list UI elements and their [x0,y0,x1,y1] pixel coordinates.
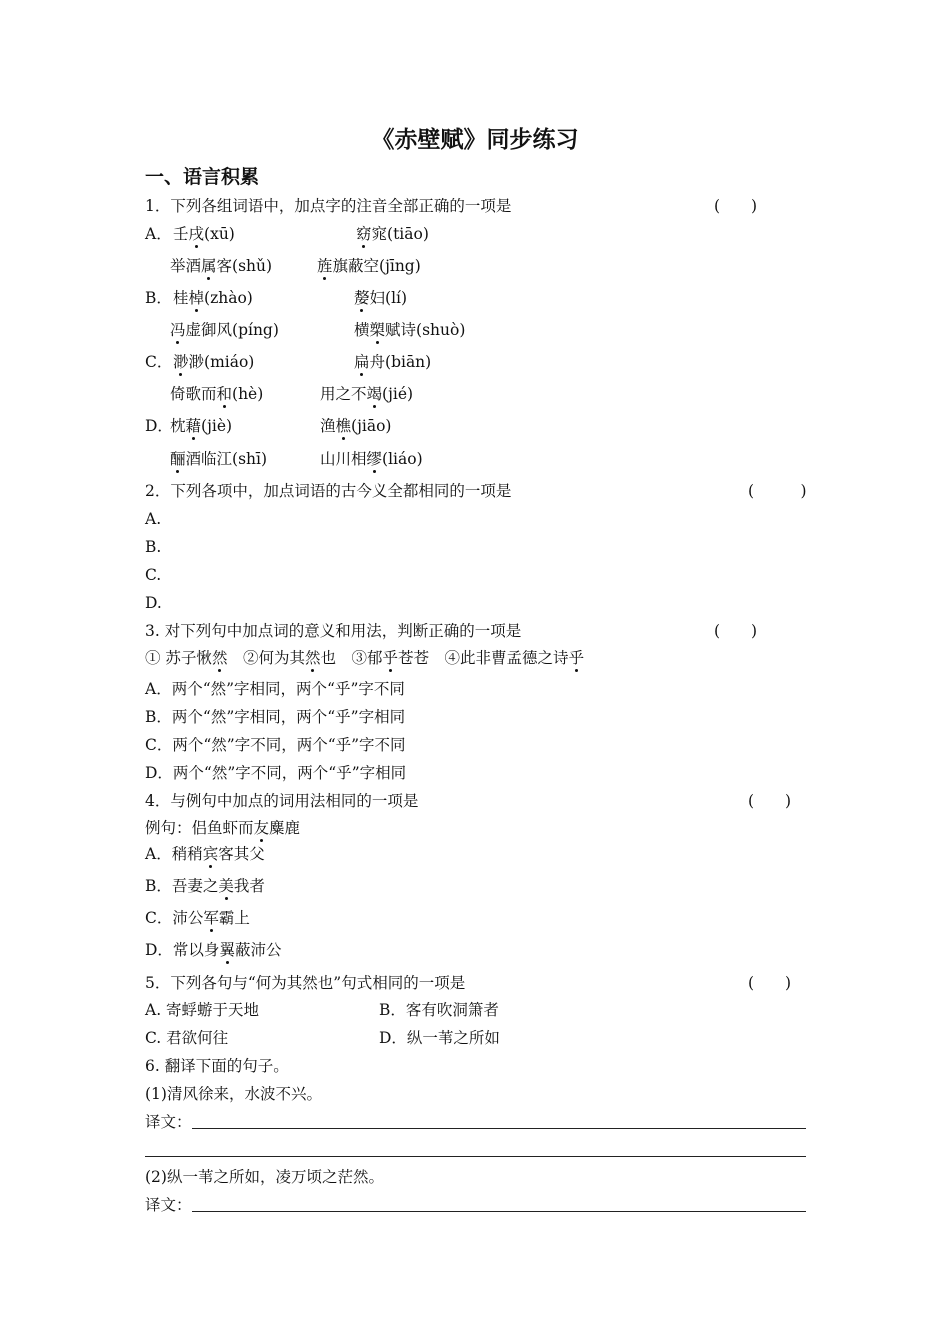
q2-option-b: B. [145,538,162,556]
q1-option-a-item1: 壬戌(xū) [173,225,235,243]
q4-answer-blank: ( ) [748,792,792,810]
q4-option-b: B．吾妻之美我者 [145,877,265,895]
q1-option-b-item1: 桂棹(zhào) [173,289,253,307]
q1-option-c-item2: 扁舟(biān) [354,353,432,371]
q1-option-b-item3: 冯虚御风(píng) [170,321,279,339]
page-title: 《赤壁赋》同步练习 [371,127,579,153]
q1-option-c-label: C． [145,353,173,371]
q1-option-b-label: B． [145,289,172,307]
q1-option-c-item4: 用之不竭(jié) [320,385,414,403]
q5-stem: 5．下列各句与“何为其然也”句式相同的一项是 [145,974,466,992]
q2-option-c: C. [145,566,162,584]
translation-answer-line-3[interactable] [192,1211,806,1212]
q5-option-c: C. 君欲何往 [145,1029,229,1047]
q1-option-a-item4: 旌旗蔽空(jīng) [317,257,421,275]
q6-sentence-1: (1)清风徐来，水波不兴。 [145,1085,322,1103]
q1-option-c-item1: 渺渺(miáo) [173,353,255,371]
q1-option-d-item3: 酾酒临江(shī) [170,450,268,468]
q1-option-d-item1: 枕藉(jiè) [170,417,233,435]
q3-option-c: C．两个“然”字不同，两个“乎”字不同 [145,736,406,754]
q6-translation-label-2: 译文： [145,1196,192,1214]
q4-stem: 4．与例句中加点的词用法相同的一项是 [145,792,419,810]
q2-answer-blank: ( ) [748,482,807,500]
q4-example: 例句：侣鱼虾而友麋鹿 [145,819,301,837]
section-heading: 一、语言积累 [145,166,260,188]
q5-option-a: A. 寄蜉蝣于天地 [145,1001,260,1019]
q3-stem: 3. 对下列句中加点词的意义和用法，判断正确的一项是 [145,622,522,640]
q4-option-d: D．常以身翼蔽沛公 [145,941,282,959]
q6-stem: 6. 翻译下面的句子。 [145,1057,289,1075]
q1-option-b-item2: 嫠妇(lí) [354,289,408,307]
q1-option-a-label: A． [145,225,172,243]
q2-option-d: D. [145,594,162,612]
q1-option-d-item4: 山川相缪(liáo) [320,450,423,468]
q2-option-a: A. [145,510,162,528]
q3-answer-blank: ( ) [714,622,758,640]
q1-answer-blank: ( ) [714,197,758,215]
q1-option-b-item4: 横槊赋诗(shuò) [354,321,466,339]
q6-sentence-2: (2)纵一苇之所如，凌万顷之茫然。 [145,1168,384,1186]
q1-option-d-label: D． [145,417,173,435]
q4-option-c: C．沛公军霸上 [145,909,250,927]
q3-option-d: D．两个“然”字不同，两个“乎”字相同 [145,764,407,782]
q3-option-a: A．两个“然”字相同，两个“乎”字不同 [145,680,405,698]
q5-option-b: B．客有吹洞箫者 [379,1001,499,1019]
q3-sentences: ① 苏子愀然 ②何为其然也 ③郁乎苍苍 ④此非曹孟德之诗乎 [145,649,585,667]
translation-answer-line-2[interactable] [145,1156,806,1157]
q3-option-b: B．两个“然”字相同，两个“乎”字相同 [145,708,406,726]
q4-option-a: A．稍稍宾客其父 [145,845,265,863]
q2-stem: 2．下列各项中，加点词语的古今义全都相同的一项是 [145,482,512,500]
q5-option-d: D．纵一苇之所如 [379,1029,500,1047]
q1-option-d-item2: 渔樵(jiāo) [320,417,392,435]
q1-option-a-item3: 举酒属客(shǔ) [170,257,273,275]
q1-option-a-item2: 窈窕(tiāo) [356,225,429,243]
q6-translation-label-1: 译文： [145,1113,192,1131]
q1-option-c-item3: 倚歌而和(hè) [170,385,264,403]
q5-answer-blank: ( ) [748,974,792,992]
translation-answer-line-1[interactable] [192,1128,806,1129]
q1-stem: 1．下列各组词语中，加点字的注音全部正确的一项是 [145,197,512,215]
